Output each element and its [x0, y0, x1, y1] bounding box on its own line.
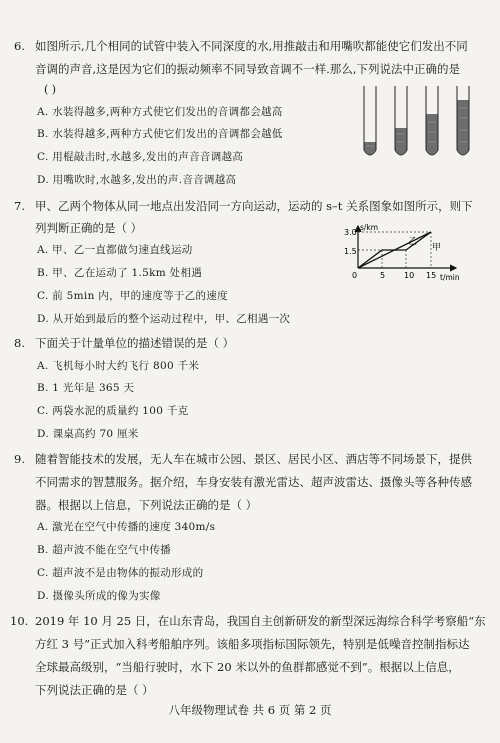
question-stem-line: 全球最高级别，“当船行驶时，水下 20 米以外的鱼群都感觉不到”。根据以上信息， [35, 660, 460, 674]
question-number: 6. [14, 39, 25, 53]
test-tubes-figure [360, 86, 480, 164]
option-d: D. 用嘴吹时,水越多,发出的声.音音调越高 [37, 174, 237, 186]
s-t-graph [336, 222, 468, 292]
option-c: C. 前 5min 内，甲的速度等于乙的速度 [37, 290, 228, 302]
option-c: C. 两袋水泥的质量约 100 千克 [37, 405, 189, 417]
option-b: B. 水装得越多,两种方式使它们发出的音调都会越低 [37, 128, 283, 140]
question-number: 9. [14, 452, 25, 466]
question-stem-line: 音调的声音,这是因为它们的振动频率不同导致音调不一样.那么,下列说法中正确的是 [35, 62, 460, 76]
option-d: D. 课桌高约 70 厘米 [37, 428, 139, 440]
option-c: C. 用棍敲击时,水越多,发出的声音音调越高 [37, 151, 244, 163]
x-tick-label: 15 [426, 271, 437, 280]
answer-blank: ( ) [44, 83, 57, 96]
option-c: C. 超声波不是由物体的振动形成的 [37, 567, 204, 579]
x-tick-label: 10 [404, 271, 415, 280]
option-a: A. 甲、乙一直都做匀速直线运动 [37, 244, 193, 256]
origin-label: 0 [352, 271, 358, 280]
y-tick-label: 3.0 [344, 228, 357, 237]
option-b: B. 1 光年是 365 天 [37, 382, 135, 394]
question-stem-line: 随着智能技术的发展，无人车在城市公园、景区、居民小区、酒店等不同场景下，提供 [35, 452, 472, 466]
series-jia-label: 甲 [432, 243, 442, 253]
question-stem-line: 如图所示,几个相同的试管中装入不同深度的水,用推敲击和用嘴吹都能使它们发出不同 [35, 39, 468, 53]
option-b: B. 超声波不能在空气中传播 [37, 544, 172, 556]
question-stem-line: 2019 年 10 月 25 日，在山东青岛，我国自主创新研发的新型深远海综合科学考察船“东 [35, 614, 486, 628]
series-jia-line [358, 232, 431, 268]
question-stem-line: 下面关于计量单位的描述错误的是（ ） [35, 336, 235, 350]
y-axis-label: s/km [360, 223, 379, 232]
option-d: D. 摄像头所成的像为实像 [37, 590, 161, 602]
option-a: A. 水装得越多,两种方式使它们发出的音调都会越高 [37, 106, 283, 118]
question-stem-line: 甲、乙两个物体从同一地点出发沿同一方向运动，运动的 s–t 关系图象如图所示，则下 [35, 199, 473, 213]
option-a: A. 飞机每小时大约飞行 800 千米 [37, 360, 200, 372]
question-number: 8. [14, 336, 25, 350]
question-stem-line: 不同需求的智慧服务。据介绍，车身安装有激光雷达、超声波雷达、摄像头等各种传感 [35, 475, 472, 489]
y-tick-label: 1.5 [344, 247, 357, 256]
x-tick-label: 5 [380, 271, 386, 280]
question-stem-line: 方红 3 号”正式加入科考船舶序列。该船多项指标国际领先，特别是低噪音控制指标达 [35, 637, 470, 651]
option-b: B. 甲、乙在运动了 1.5km 处相遇 [37, 267, 203, 279]
option-d: D. 从开始到最后的整个运动过程中，甲、乙相遇一次 [37, 313, 291, 325]
page-footer: 八年级物理试卷 共 6 页 第 2 页 [168, 703, 332, 717]
option-a: A. 激光在空气中传播的速度 340m/s [37, 521, 216, 533]
question-number: 10. [10, 614, 29, 628]
question-stem-line: 器。根据以上信息，下列说法正确的是（ ） [35, 498, 258, 512]
x-axis-label: t/min [440, 273, 460, 282]
question-stem-line: 列判断正确的是（ ） [35, 221, 143, 235]
question-number: 7. [14, 199, 25, 213]
series-yi-label: 乙 [408, 237, 418, 247]
question-stem-line: 下列说法正确的是（ ） [35, 683, 154, 697]
